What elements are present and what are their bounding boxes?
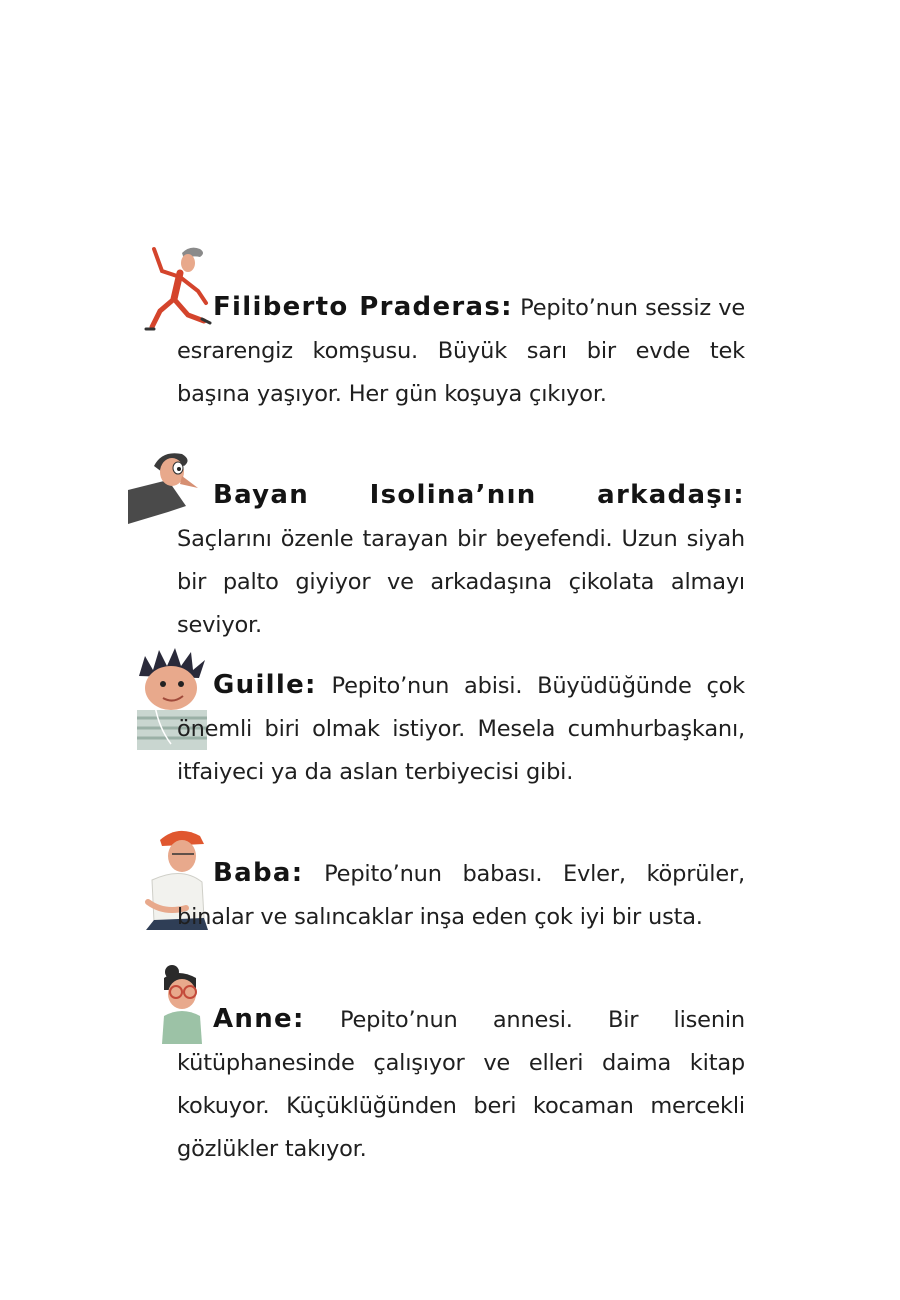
- character-name: Filiberto Praderas:: [213, 292, 513, 322]
- character-description: Pepito’nun abisi. Büyüdüğünde çok önemli biri olmak istiyor. Mesela cumhurbaşkanı, itfaiyeci ya da aslan terbiyecisi gibi.: [177, 673, 746, 785]
- character-name: Anne:: [213, 1004, 305, 1034]
- character-name: Bayan Isolina’nın arkadaşı:: [213, 480, 745, 510]
- character-name: Guille:: [213, 670, 317, 700]
- character-description: Saçlarını özenle tarayan bir beyefendi. Uzun siyah bir palto giyiyor ve arkadaşına çikolata almayı seviyor.: [177, 526, 745, 638]
- character-description: Pepito’nun babası. Evler, köprüler, binalar ve salıncaklar inşa eden çok iyi bir usta.: [177, 861, 745, 930]
- character-text-guille: [177, 664, 745, 794]
- character-text-isolina-friend: [177, 474, 745, 647]
- character-description: Pepito’nun sessiz ve esrarengiz komşusu. Büyük sarı bir evde tek başına yaşıyor. Her gün koşuya çıkıyor.: [177, 295, 746, 407]
- character-name: Baba:: [213, 858, 304, 888]
- character-description: Pepito’nun annesi. Bir lisenin kütüphanesinde çalışıyor ve elleri daima kitap kokuyor. Küçüklüğünden beri kocaman mercekli gözlükler takıyor.: [177, 1007, 745, 1162]
- character-text-filiberto: [177, 286, 745, 416]
- character-text-baba: [177, 852, 745, 939]
- character-text-anne: [177, 998, 745, 1171]
